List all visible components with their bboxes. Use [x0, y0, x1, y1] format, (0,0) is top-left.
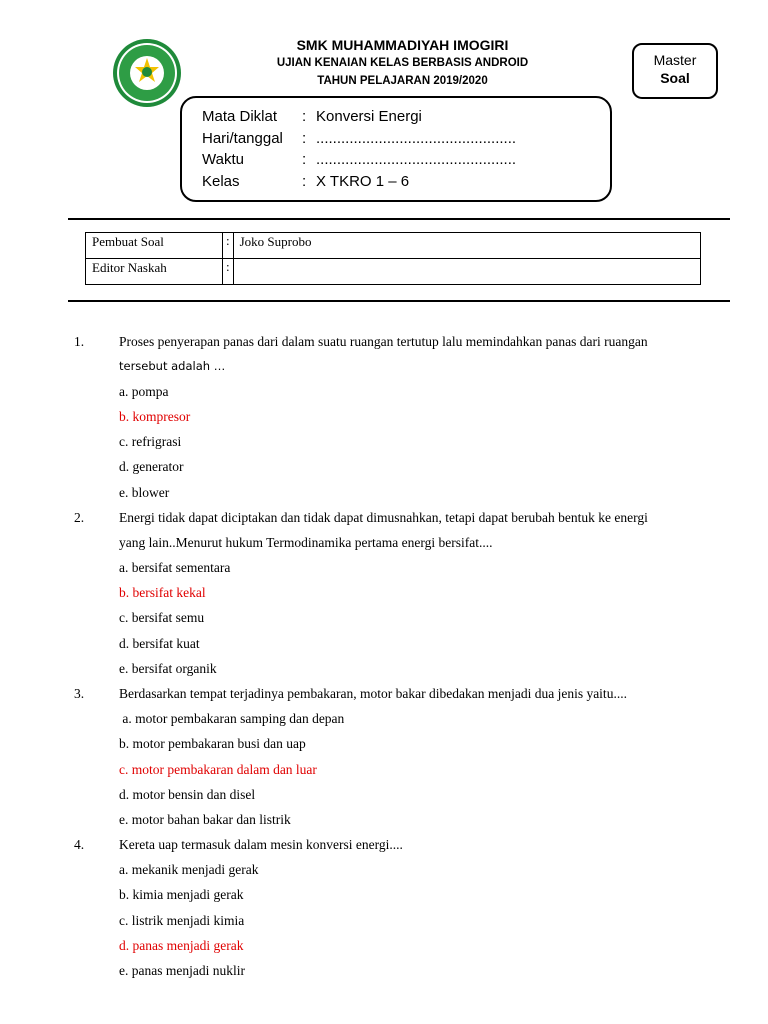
info-row-class	[202, 173, 409, 190]
master-soal-box	[632, 43, 718, 99]
info-row-subject	[202, 108, 422, 125]
option: a. mekanik menjadi gerak	[119, 862, 259, 877]
exam-info-box	[180, 96, 612, 202]
option: d. bersifat kuat	[119, 636, 200, 651]
editor-label: Editor Naskah	[86, 259, 223, 285]
master-label: Master	[653, 52, 697, 68]
info-sep: :	[302, 151, 307, 168]
info-value: X TKRO 1 – 6	[316, 173, 410, 190]
option-correct: b. bersifat kekal	[119, 585, 206, 600]
option: e. motor bahan bakar dan listrik	[119, 812, 291, 827]
academic-year: TAHUN PELAJARAN 2019/2020	[317, 75, 488, 87]
soal-label: Soal	[660, 70, 690, 86]
info-sep: :	[302, 108, 307, 125]
question-line-cont: yang lain..Menurut hukum Termodinamika pertama energi bersifat....	[119, 535, 493, 550]
table-sep: :	[223, 259, 234, 285]
school-logo	[110, 36, 184, 110]
author-value: Joko Suprobo	[233, 233, 700, 259]
table-row	[86, 259, 701, 285]
question-line: Energi tidak dapat diciptakan dan tidak dapat dimusnahkan, tetapi dapat berubah bentuk ke energi	[119, 510, 648, 525]
info-value: ................................................	[316, 130, 517, 147]
info-value: Konversi Energi	[316, 108, 422, 125]
question-line: Berdasarkan tempat terjadinya pembakaran, motor bakar dibedakan menjadi dua jenis yaitu....	[119, 686, 627, 701]
option: c. refrigrasi	[119, 434, 182, 449]
question-text	[119, 505, 731, 555]
question-number: 4.	[74, 837, 85, 852]
option: a. pompa	[119, 384, 169, 399]
divider-bottom	[68, 300, 730, 302]
author-table	[85, 232, 701, 285]
option-correct: d. panas menjadi gerak	[119, 938, 244, 953]
info-label: Kelas	[202, 173, 240, 190]
info-value: ................................................	[316, 151, 517, 168]
option: b. motor pembakaran busi dan uap	[119, 736, 306, 751]
question-number: 2.	[74, 510, 85, 525]
question-number: 1.	[74, 334, 85, 349]
option: e. bersifat organik	[119, 661, 217, 676]
info-sep: :	[302, 130, 307, 147]
table-sep: :	[223, 233, 234, 259]
question-line: Proses penyerapan panas dari dalam suatu ruangan tertutup lalu memindahkan panas dari ruangan	[119, 334, 648, 349]
table-row	[86, 233, 701, 259]
info-label: Mata Diklat	[202, 108, 278, 125]
question-text	[119, 681, 731, 706]
question-line-cont: tersebut adalah …	[119, 359, 226, 373]
info-label: Hari/tanggal	[202, 130, 283, 147]
option-correct: b. kompresor	[119, 409, 191, 424]
question-number: 3.	[74, 686, 85, 701]
option: a. motor pembakaran samping dan depan	[119, 711, 345, 726]
option: c. bersifat semu	[119, 610, 205, 625]
option: c. listrik menjadi kimia	[119, 913, 245, 928]
logo-badge-icon	[113, 39, 181, 107]
editor-value	[233, 259, 700, 285]
divider-top	[68, 218, 730, 220]
option: d. motor bensin dan disel	[119, 787, 256, 802]
option: e. blower	[119, 485, 170, 500]
option: a. bersifat sementara	[119, 560, 231, 575]
info-row-date	[202, 130, 516, 147]
option: b. kimia menjadi gerak	[119, 887, 244, 902]
school-name: SMK MUHAMMADIYAH IMOGIRI	[296, 37, 509, 53]
question-line: Kereta uap termasuk dalam mesin konversi energi....	[119, 837, 403, 852]
option: e. panas menjadi nuklir	[119, 963, 245, 978]
option-correct: c. motor pembakaran dalam dan luar	[119, 762, 317, 777]
exam-title: UJIAN KENAIAN KELAS BERBASIS ANDROID	[276, 57, 529, 69]
info-sep: :	[302, 173, 307, 190]
info-row-time	[202, 151, 516, 168]
info-label: Waktu	[202, 151, 244, 168]
option: d. generator	[119, 459, 184, 474]
author-label: Pembuat Soal	[86, 233, 223, 259]
question-text	[119, 329, 731, 379]
question-text	[119, 832, 731, 857]
